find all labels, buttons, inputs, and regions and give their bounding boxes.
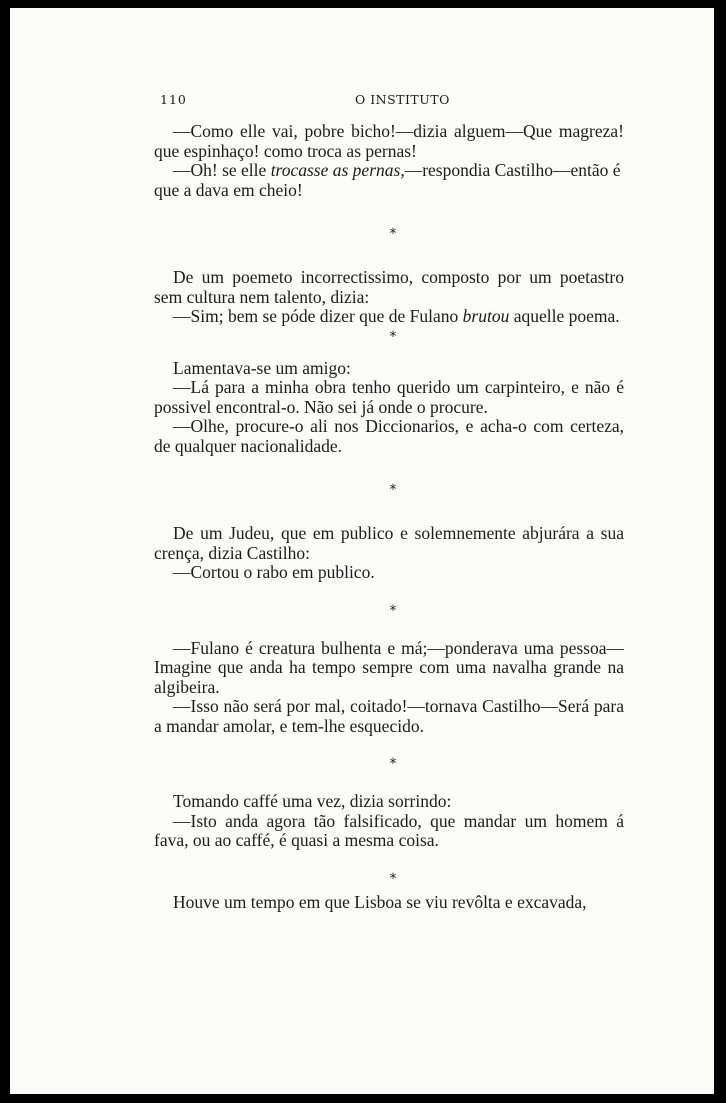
section-separator-asterisk: *	[389, 756, 397, 772]
paragraph: —Olhe, procure-o ali nos Diccionarios, e acha-o com certeza, de qualquer nacionalidade.	[154, 416, 624, 456]
section-separator-asterisk: *	[389, 226, 397, 242]
paragraph: Lamentava-se um amigo:	[173, 357, 351, 378]
section-separator-asterisk: *	[389, 482, 397, 498]
paragraph: —Sim; bem se póde dizer que de Fulano brutou aquelle poema.	[173, 306, 620, 326]
paragraph: Tomando caffé uma vez, dizia sorrindo:	[173, 791, 452, 811]
page-body	[154, 122, 624, 912]
running-header	[160, 92, 640, 112]
paragraph: —Lá para a minha obra tenho querido um carpinteiro, e não é possivel encontral-o. Não sei já onde o procure.	[154, 377, 624, 417]
paragraph: De um Judeu, que em publico e solemnemente abjurára a sua crença, dizia Castilho:	[154, 523, 624, 563]
page-number: 110	[160, 92, 187, 107]
italic-word: brutou	[462, 306, 510, 326]
paragraph: —Cortou o rabo em publico.	[173, 562, 375, 582]
paragraph: Houve um tempo em que Lisboa se viu revôlta e excavada,	[173, 891, 587, 912]
paragraph: —Como elle vai, pobre bicho!—dizia alguem—Que magreza! que espinhaço! como troca as pernas!	[154, 121, 624, 161]
section-separator-asterisk: *	[389, 870, 397, 887]
italic-phrase: trocasse as pernas,	[270, 160, 405, 180]
paragraph: —Oh! se elle trocasse as pernas,—respondia Castilho—então é que a dava em cheio!	[154, 160, 621, 200]
section-separator-asterisk: *	[389, 328, 397, 345]
paragraph: —Isto anda agora tão falsificado, que mandar um homem á fava, ou ao caffé, é quasi a mesma coisa.	[154, 810, 624, 850]
paragraph: —Isso não será por mal, coitado!—tornava Castilho—Será para a mandar amolar, e tem-lhe esquecido.	[154, 696, 624, 736]
paragraph: —Fulano é creatura bulhenta e má;—ponderava uma pessoa—Imagine que anda ha tempo sempre com uma navalha grande na algibeira.	[154, 637, 624, 697]
running-title: O INSTITUTO	[355, 92, 450, 107]
section-separator-asterisk: *	[389, 602, 397, 619]
paragraph: De um poemeto incorrectissimo, composto por um poetastro sem cultura nem talento, dizia:	[154, 267, 624, 307]
